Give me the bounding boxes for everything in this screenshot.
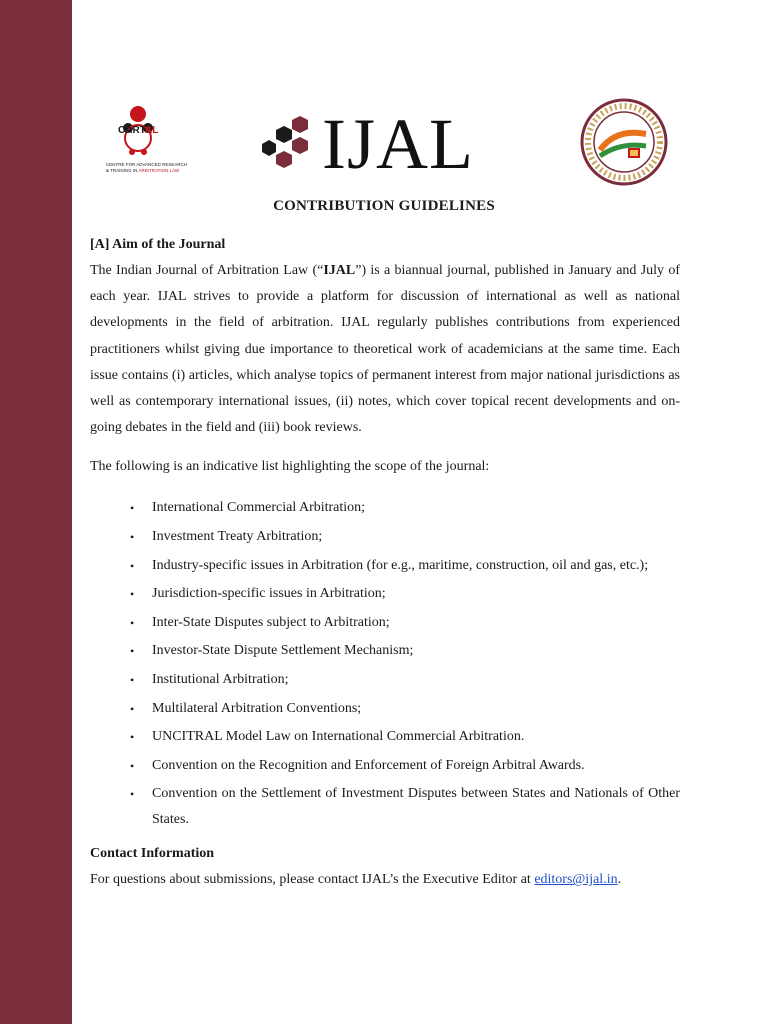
list-item: • Institutional Arbitration; [90,667,680,693]
list-item: • Convention on the Settlement of Investment Disputes between States and Nationals of Other States. [90,781,680,833]
list-item: • Convention on the Recognition and Enforcement of Foreign Arbitral Awards. [90,753,680,779]
bullet-icon: • [130,758,135,773]
aim-paragraph: The Indian Journal of Arbitration Law (“IJAL”) is a biannual journal, published in January and July of each year. IJAL strives to provide a platform for discussion of international as well as national developments in the field of arbitration. IJAL regularly publishes contributions from experienced practitioners whilst giving due importance to theoretical work of academicians at the same time. Each issue contains (i) articles, which analyse topics of permanent interest from major national jurisdictions as well as contemporary international issues, (ii) notes, which cover topical recent developments and on-going debates in the field and (iii) book reviews. [90,263,680,436]
contact-text: For questions about submissions, please contact IJAL’s the Executive Editor at editors@ijal.in. [90,872,622,888]
bullet-icon: • [130,501,135,516]
bullet-icon: • [130,730,135,745]
bullet-icon: • [130,587,135,602]
document-page [72,0,768,1024]
nlu-seal-logo [580,98,668,186]
bullet-icon: • [130,644,135,659]
list-item: • Investor-State Dispute Settlement Mechanism; [90,638,680,664]
list-item: • Inter-State Disputes subject to Arbitration; [90,610,680,636]
university-seal-icon [580,98,668,186]
bullet-icon: • [130,701,135,716]
ijal-wordmark: IJAL [322,104,474,184]
list-item: • Industry-specific issues in Arbitration (for e.g., maritime, construction, oil and gas, etc.); [90,553,680,579]
bullet-icon: • [130,530,135,545]
list-item: • Jurisdiction-specific issues in Arbitration; [90,581,680,607]
bullet-icon: • [130,615,135,630]
contact-heading: Contact Information [90,846,215,862]
list-item: • UNCITRAL Model Law on International Commercial Arbitration. [90,724,680,750]
list-item: • Multilateral Arbitration Conventions; [90,696,680,722]
bullet-icon: • [130,672,135,687]
editor-email-link[interactable]: editors@ijal.in [534,872,618,888]
list-item: • Investment Treaty Arbitration; [90,524,680,550]
cartal-wordmark: CARTAL [118,125,159,136]
page-title: CONTRIBUTION GUIDELINES [273,198,495,214]
scope-list [90,495,680,833]
ijal-logo [262,104,498,184]
aim-heading: [A] Aim of the Journal [90,237,226,252]
cartal-subtitle: CENTRE FOR ADVANCED RESEARCH & TRAINING IN ARBITRATION LAW [106,162,188,173]
left-sidebar-band [0,0,72,1024]
hexagon-cluster-icon [262,112,322,176]
bullet-icon: • [130,558,135,573]
list-item: • International Commercial Arbitration; [90,495,680,521]
cartal-logo [102,104,198,180]
bullet-icon: • [130,787,135,802]
document-body [90,232,680,893]
scope-intro: The following is an indicative list highlighting the scope of the journal: [90,459,490,475]
